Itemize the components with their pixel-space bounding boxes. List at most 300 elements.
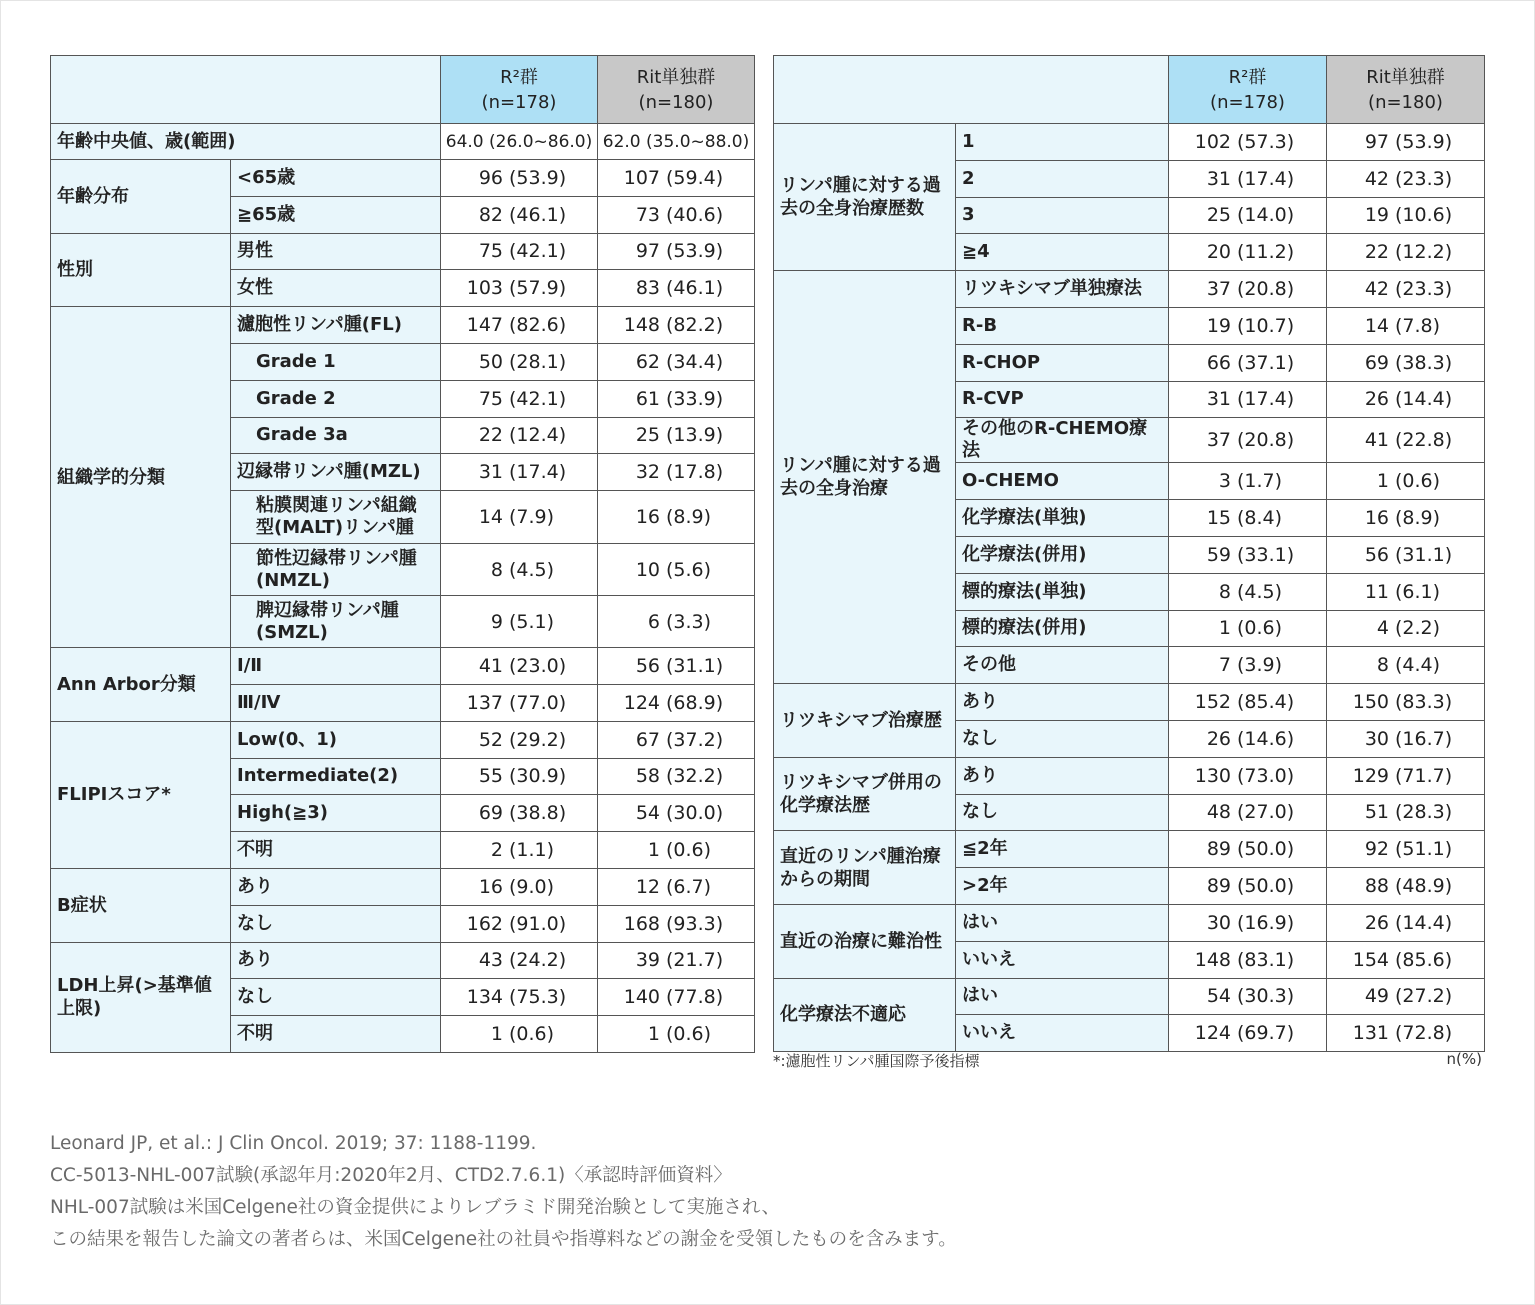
rit-value-cell (598, 196, 755, 233)
table-row (51, 160, 755, 197)
unit-note: n(%) (1446, 1050, 1482, 1068)
r2-count: 31 (1206, 167, 1231, 190)
rit-count: 54 (635, 802, 660, 825)
rit-value-cell (1327, 573, 1485, 610)
rit-percent: (2.2) (1395, 617, 1441, 640)
subcategory-label: いいえ (956, 1015, 1169, 1052)
r2-count: 48 (1206, 801, 1231, 824)
header-row (774, 56, 1485, 124)
subcategory-label: リツキシマブ単独療法 (956, 271, 1169, 308)
rit-value-cell (1327, 720, 1485, 757)
r2-percent: (46.1) (509, 203, 567, 226)
rit-value-cell (598, 454, 755, 491)
r2-count: 96 (478, 166, 503, 189)
category-label: リンパ腫に対する過去の全身治療 (774, 271, 956, 684)
rit-count: 19 (1364, 204, 1389, 227)
rit-value-cell (1327, 344, 1485, 381)
r2-percent: (30.9) (509, 765, 567, 788)
rit-percent: (37.2) (666, 728, 724, 751)
r2-percent: (85.4) (1237, 691, 1295, 714)
rit-group-name: Rit単独群 (1366, 66, 1445, 88)
rit-count: 22 (1364, 241, 1389, 264)
header-r2-group (441, 56, 598, 124)
subcategory-label: <65歳 (231, 160, 441, 197)
rit-percent: (71.7) (1395, 764, 1453, 787)
r2-percent: (83.1) (1237, 948, 1295, 971)
r2-count: 50 (478, 350, 503, 373)
r2-count: 148 (1194, 948, 1231, 971)
rit-value-cell (1327, 978, 1485, 1015)
r2-percent: (37.1) (1237, 351, 1295, 374)
subcategory-label: なし (231, 979, 441, 1016)
subcategory-label: R-B (956, 307, 1169, 344)
rit-percent: (27.2) (1395, 985, 1453, 1008)
r2-value-cell (1169, 197, 1327, 234)
rit-value-cell (598, 905, 755, 942)
r2-percent: (50.0) (1237, 875, 1295, 898)
r2-percent: (42.1) (509, 387, 567, 410)
r2-count: 22 (478, 424, 503, 447)
r2-value-cell (1169, 1015, 1327, 1052)
r2-percent: (82.6) (509, 314, 567, 337)
subcategory-label: ≧65歳 (231, 196, 441, 233)
rit-value-cell (598, 648, 755, 685)
subcategory-label: 不明 (231, 832, 441, 869)
rit-value-cell (1327, 307, 1485, 344)
rit-value-cell (1327, 234, 1485, 271)
baseline-table-right (773, 55, 1485, 1052)
table-row (774, 684, 1485, 721)
rit-percent: (53.9) (666, 240, 724, 263)
r2-count: 102 (1194, 130, 1231, 153)
r2-value-cell (441, 758, 598, 795)
table-row (51, 868, 755, 905)
subcategory-label: 辺縁帯リンパ腫(MZL) (231, 454, 441, 491)
rit-count: 26 (1364, 911, 1389, 934)
rit-value-cell (1327, 381, 1485, 418)
r2-count: 55 (478, 765, 503, 788)
rit-count: 16 (1364, 507, 1389, 530)
rit-value-cell (598, 544, 755, 596)
r2-percent: (0.6) (1237, 617, 1283, 640)
rit-count: 129 (1352, 764, 1389, 787)
r2-percent: (73.0) (1237, 764, 1295, 787)
subcategory-label: あり (231, 868, 441, 905)
rit-count: 92 (1364, 838, 1389, 861)
header-rit-group (598, 56, 755, 124)
rit-count: 62 (635, 350, 660, 373)
subcategory-label: 節性辺縁帯リンパ腫(NMZL) (231, 544, 441, 596)
r2-count: 2 (490, 839, 503, 862)
category-label: 直近の治療に難治性 (774, 904, 956, 978)
rit-percent: (83.3) (1395, 691, 1453, 714)
r2-count: 54 (1206, 985, 1231, 1008)
right-table-body (774, 124, 1485, 1052)
rit-value-cell (598, 233, 755, 270)
r2-count: 59 (1206, 543, 1231, 566)
r2-value-cell (1169, 573, 1327, 610)
rit-percent: (23.3) (1395, 167, 1453, 190)
rit-percent: (31.1) (1395, 543, 1453, 566)
rit-percent: (7.8) (1395, 314, 1441, 337)
r2-percent: (5.1) (509, 610, 555, 633)
rit-value-cell (598, 343, 755, 380)
subcategory-label: その他のR-CHEMO療法 (956, 418, 1169, 463)
rit-percent: (72.8) (1395, 1022, 1453, 1045)
r2-count: 7 (1218, 654, 1231, 677)
rit-percent: (33.9) (666, 387, 724, 410)
r2-percent: (14.0) (1237, 204, 1295, 227)
rit-value-cell (598, 380, 755, 417)
r2-value-cell (441, 648, 598, 685)
subcategory-label: Grade 1 (231, 343, 441, 380)
rit-percent: (85.6) (1395, 948, 1453, 971)
rit-percent: (38.3) (1395, 351, 1453, 374)
r2-percent: (1.7) (1237, 470, 1283, 493)
category-label: リツキシマブ併用の化学療法歴 (774, 757, 956, 831)
rit-count: 83 (635, 277, 660, 300)
table-row (51, 942, 755, 979)
header-blank-cell (51, 56, 441, 124)
rit-percent: (14.4) (1395, 388, 1453, 411)
subcategory-label: いいえ (956, 941, 1169, 978)
rit-value-cell (598, 721, 755, 758)
subcategory-label: ≦2年 (956, 831, 1169, 868)
rit-value-cell (598, 832, 755, 869)
subcategory-label: O-CHEMO (956, 463, 1169, 500)
baseline-table-left (50, 55, 755, 1053)
rit-value-cell (598, 270, 755, 307)
rit-value-cell (598, 1016, 755, 1053)
rit-percent: (82.2) (666, 314, 724, 337)
r2-percent: (17.4) (1237, 167, 1295, 190)
r2-percent: (33.1) (1237, 543, 1295, 566)
r2-percent: (14.6) (1237, 727, 1295, 750)
r2-value-cell (441, 979, 598, 1016)
r2-count: 89 (1206, 838, 1231, 861)
subcategory-label: 濾胞性リンパ腫(FL) (231, 307, 441, 344)
r2-count: 75 (478, 240, 503, 263)
subcategory-label: Ⅰ/Ⅱ (231, 648, 441, 685)
rit-percent: (77.8) (666, 986, 724, 1009)
r2-count: 26 (1206, 727, 1231, 750)
rit-count: 124 (623, 691, 660, 714)
rit-count: 30 (1364, 727, 1389, 750)
rit-percent: (40.6) (666, 203, 724, 226)
rit-count: 42 (1364, 278, 1389, 301)
r2-percent: (91.0) (509, 912, 567, 935)
rit-value-cell (598, 979, 755, 1016)
r2-value-cell (1169, 720, 1327, 757)
r2-value-cell (1169, 757, 1327, 794)
r2-value-cell (1169, 381, 1327, 418)
r2-percent: (17.4) (1237, 388, 1295, 411)
r2-percent: (42.1) (509, 240, 567, 263)
subcategory-label: 3 (956, 197, 1169, 234)
r2-value-cell (1169, 978, 1327, 1015)
r2-percent: (7.9) (509, 506, 555, 529)
subcategory-label: はい (956, 904, 1169, 941)
r2-percent: (30.3) (1237, 985, 1295, 1008)
rit-value-cell (1327, 831, 1485, 868)
subcategory-label: 粘膜関連リンパ組織型(MALT)リンパ腫 (231, 491, 441, 544)
subcategory-label: あり (231, 942, 441, 979)
rit-percent: (0.6) (1395, 470, 1441, 493)
r2-count: 25 (1206, 204, 1231, 227)
r2-value-cell (441, 233, 598, 270)
rit-percent: (23.3) (1395, 278, 1453, 301)
r2-group-n: (n=178) (481, 91, 557, 113)
rit-value-cell (1327, 271, 1485, 308)
r2-value-cell (441, 832, 598, 869)
r2-count: 147 (466, 314, 503, 337)
r2-value-cell (1169, 647, 1327, 684)
rit-count: 168 (623, 912, 660, 935)
r2-percent: (8.4) (1237, 507, 1283, 530)
r2-percent: (20.8) (1237, 278, 1295, 301)
rit-count: 16 (635, 506, 660, 529)
r2-count: 134 (466, 986, 503, 1009)
table-row (51, 233, 755, 270)
r2-value-cell (441, 596, 598, 648)
r2-value-cell (1169, 794, 1327, 831)
rit-count: 1 (647, 839, 660, 862)
subcategory-label: High(≧3) (231, 795, 441, 832)
table-row (51, 648, 755, 685)
rit-percent: (21.7) (666, 949, 724, 972)
table-row (774, 124, 1485, 161)
r2-value-cell (441, 868, 598, 905)
r2-percent: (53.9) (509, 166, 567, 189)
rit-count: 14 (1364, 314, 1389, 337)
r2-value-cell (441, 905, 598, 942)
r2-count: 3 (1218, 470, 1231, 493)
r2-value-cell (1169, 160, 1327, 197)
rit-count: 148 (623, 314, 660, 337)
r2-percent: (4.5) (1237, 580, 1283, 603)
rit-group-n: (n=180) (638, 91, 714, 113)
r2-count: 75 (478, 387, 503, 410)
table-row (774, 831, 1485, 868)
r2-value-cell (1169, 234, 1327, 271)
r2-count: 137 (466, 691, 503, 714)
footnote: *:濾胞性リンパ腫国際予後指標 (773, 1052, 980, 1070)
r2-value-cell (1169, 307, 1327, 344)
header-r2-group (1169, 56, 1327, 124)
r2-value-cell (1169, 941, 1327, 978)
rit-count: 61 (635, 387, 660, 410)
r2-value-cell (441, 795, 598, 832)
r2-count: 124 (1194, 1022, 1231, 1045)
r2-group-n: (n=178) (1210, 91, 1285, 113)
rit-percent: (17.8) (666, 461, 724, 484)
r2-count: 37 (1206, 278, 1231, 301)
r2-percent: (28.1) (509, 350, 567, 373)
table-row (51, 721, 755, 758)
rit-value-cell (1327, 904, 1485, 941)
r2-percent: (17.4) (509, 461, 567, 484)
rit-value-cell (1327, 124, 1485, 161)
subcategory-label: なし (956, 720, 1169, 757)
r2-count: 82 (478, 203, 503, 226)
subcategory-label: あり (956, 684, 1169, 721)
rit-value-cell (1327, 463, 1485, 500)
rit-percent: (0.6) (666, 839, 712, 862)
rit-value-cell (598, 942, 755, 979)
age-median-label: 年齢中央値、歳(範囲) (51, 124, 441, 160)
rit-value-cell (598, 491, 755, 544)
subcategory-label: 不明 (231, 1016, 441, 1053)
r2-percent: (29.2) (509, 728, 567, 751)
subcategory-label: Intermediate(2) (231, 758, 441, 795)
rit-percent: (93.3) (666, 912, 724, 935)
r2-count: 130 (1194, 764, 1231, 787)
r2-count: 41 (478, 655, 503, 678)
r2-value-cell (441, 380, 598, 417)
rit-value-cell (1327, 647, 1485, 684)
r2-count: 8 (1218, 580, 1231, 603)
rit-count: 10 (635, 558, 660, 581)
r2-count: 1 (490, 1023, 503, 1046)
rit-percent: (12.2) (1395, 241, 1453, 264)
rit-value-cell (1327, 868, 1485, 905)
left-table-body (51, 160, 755, 1053)
r2-value-cell (441, 544, 598, 596)
r2-percent: (27.0) (1237, 801, 1295, 824)
category-label: 性別 (51, 233, 231, 307)
r2-count: 43 (478, 949, 503, 972)
rit-percent: (53.9) (1395, 130, 1453, 153)
r2-value-cell (1169, 536, 1327, 573)
rit-count: 107 (623, 166, 660, 189)
rit-percent: (14.4) (1395, 911, 1453, 934)
rit-value-cell (1327, 418, 1485, 463)
age-median-r2: 64.0 (26.0~86.0) (441, 124, 598, 160)
r2-count: 37 (1206, 429, 1231, 452)
category-label: 組織学的分類 (51, 307, 231, 648)
r2-value-cell (441, 491, 598, 544)
rit-count: 4 (1376, 617, 1389, 640)
rit-value-cell (1327, 500, 1485, 537)
category-label: リンパ腫に対する過去の全身治療歴数 (774, 124, 956, 271)
r2-percent: (57.3) (1237, 130, 1295, 153)
r2-value-cell (441, 160, 598, 197)
r2-count: 8 (490, 558, 503, 581)
r2-count: 1 (1218, 617, 1231, 640)
r2-percent: (12.4) (509, 424, 567, 447)
r2-count: 52 (478, 728, 503, 751)
r2-count: 16 (478, 875, 503, 898)
rit-value-cell (1327, 610, 1485, 647)
rit-percent: (5.6) (666, 558, 712, 581)
r2-count: 30 (1206, 911, 1231, 934)
rit-count: 51 (1364, 801, 1389, 824)
r2-percent: (24.2) (509, 949, 567, 972)
subcategory-label: なし (956, 794, 1169, 831)
rit-count: 1 (647, 1023, 660, 1046)
r2-percent: (50.0) (1237, 838, 1295, 861)
category-label: 年齢分布 (51, 160, 231, 234)
subcategory-label: >2年 (956, 868, 1169, 905)
r2-percent: (9.0) (509, 875, 555, 898)
reference-line: この結果を報告した論文の著者らは、米国Celgene社の社員や指導料などの謝金を受領したものを含みます。 (50, 1229, 957, 1250)
category-label: リツキシマブ治療歴 (774, 684, 956, 758)
rit-percent: (6.7) (666, 875, 712, 898)
rit-percent: (8.9) (1395, 507, 1441, 530)
rit-percent: (46.1) (666, 277, 724, 300)
rit-percent: (4.4) (1395, 654, 1441, 677)
r2-count: 89 (1206, 875, 1231, 898)
r2-percent: (20.8) (1237, 429, 1295, 452)
subcategory-label: Grade 2 (231, 380, 441, 417)
r2-count: 66 (1206, 351, 1231, 374)
r2-value-cell (1169, 344, 1327, 381)
r2-value-cell (1169, 868, 1327, 905)
r2-count: 162 (466, 912, 503, 935)
r2-value-cell (1169, 904, 1327, 941)
r2-percent: (38.8) (509, 802, 567, 825)
r2-value-cell (1169, 500, 1327, 537)
rit-percent: (28.3) (1395, 801, 1453, 824)
subcategory-label: なし (231, 905, 441, 942)
rit-value-cell (598, 307, 755, 344)
r2-count: 15 (1206, 507, 1231, 530)
r2-value-cell (1169, 271, 1327, 308)
r2-value-cell (441, 417, 598, 454)
rit-value-cell (1327, 1015, 1485, 1052)
table-row (51, 307, 755, 344)
r2-percent: (11.2) (1237, 241, 1295, 264)
r2-percent: (77.0) (509, 691, 567, 714)
rit-value-cell (1327, 794, 1485, 831)
rit-percent: (59.4) (666, 166, 724, 189)
subcategory-label: はい (956, 978, 1169, 1015)
r2-count: 31 (1206, 388, 1231, 411)
table-row (51, 124, 755, 160)
category-label: 化学療法不適応 (774, 978, 956, 1052)
rit-percent: (32.2) (666, 765, 724, 788)
r2-value-cell (1169, 463, 1327, 500)
rit-count: 67 (635, 728, 660, 751)
rit-count: 56 (635, 655, 660, 678)
r2-percent: (0.6) (509, 1023, 555, 1046)
subcategory-label: 女性 (231, 270, 441, 307)
rit-count: 32 (635, 461, 660, 484)
rit-value-cell (598, 160, 755, 197)
rit-value-cell (1327, 757, 1485, 794)
rit-count: 154 (1352, 948, 1389, 971)
r2-percent: (1.1) (509, 839, 555, 862)
subcategory-label: 2 (956, 160, 1169, 197)
header-row (51, 56, 755, 124)
r2-count: 19 (1206, 314, 1231, 337)
rit-value-cell (1327, 684, 1485, 721)
rit-percent: (68.9) (666, 691, 724, 714)
r2-value-cell (441, 1016, 598, 1053)
rit-value-cell (598, 758, 755, 795)
r2-count: 152 (1194, 691, 1231, 714)
reference-line: NHL-007試験は米国Celgene社の資金提供によりレブラミド開発治験として実施され、 (50, 1197, 781, 1218)
header-rit-group (1327, 56, 1485, 124)
rit-count: 97 (635, 240, 660, 263)
rit-count: 6 (647, 610, 660, 633)
rit-percent: (22.8) (1395, 429, 1453, 452)
r2-value-cell (1169, 124, 1327, 161)
rit-percent: (34.4) (666, 350, 724, 373)
rit-group-name: Rit単独群 (636, 66, 716, 88)
rit-percent: (51.1) (1395, 838, 1453, 861)
category-label: LDH上昇(>基準値上限) (51, 942, 231, 1052)
